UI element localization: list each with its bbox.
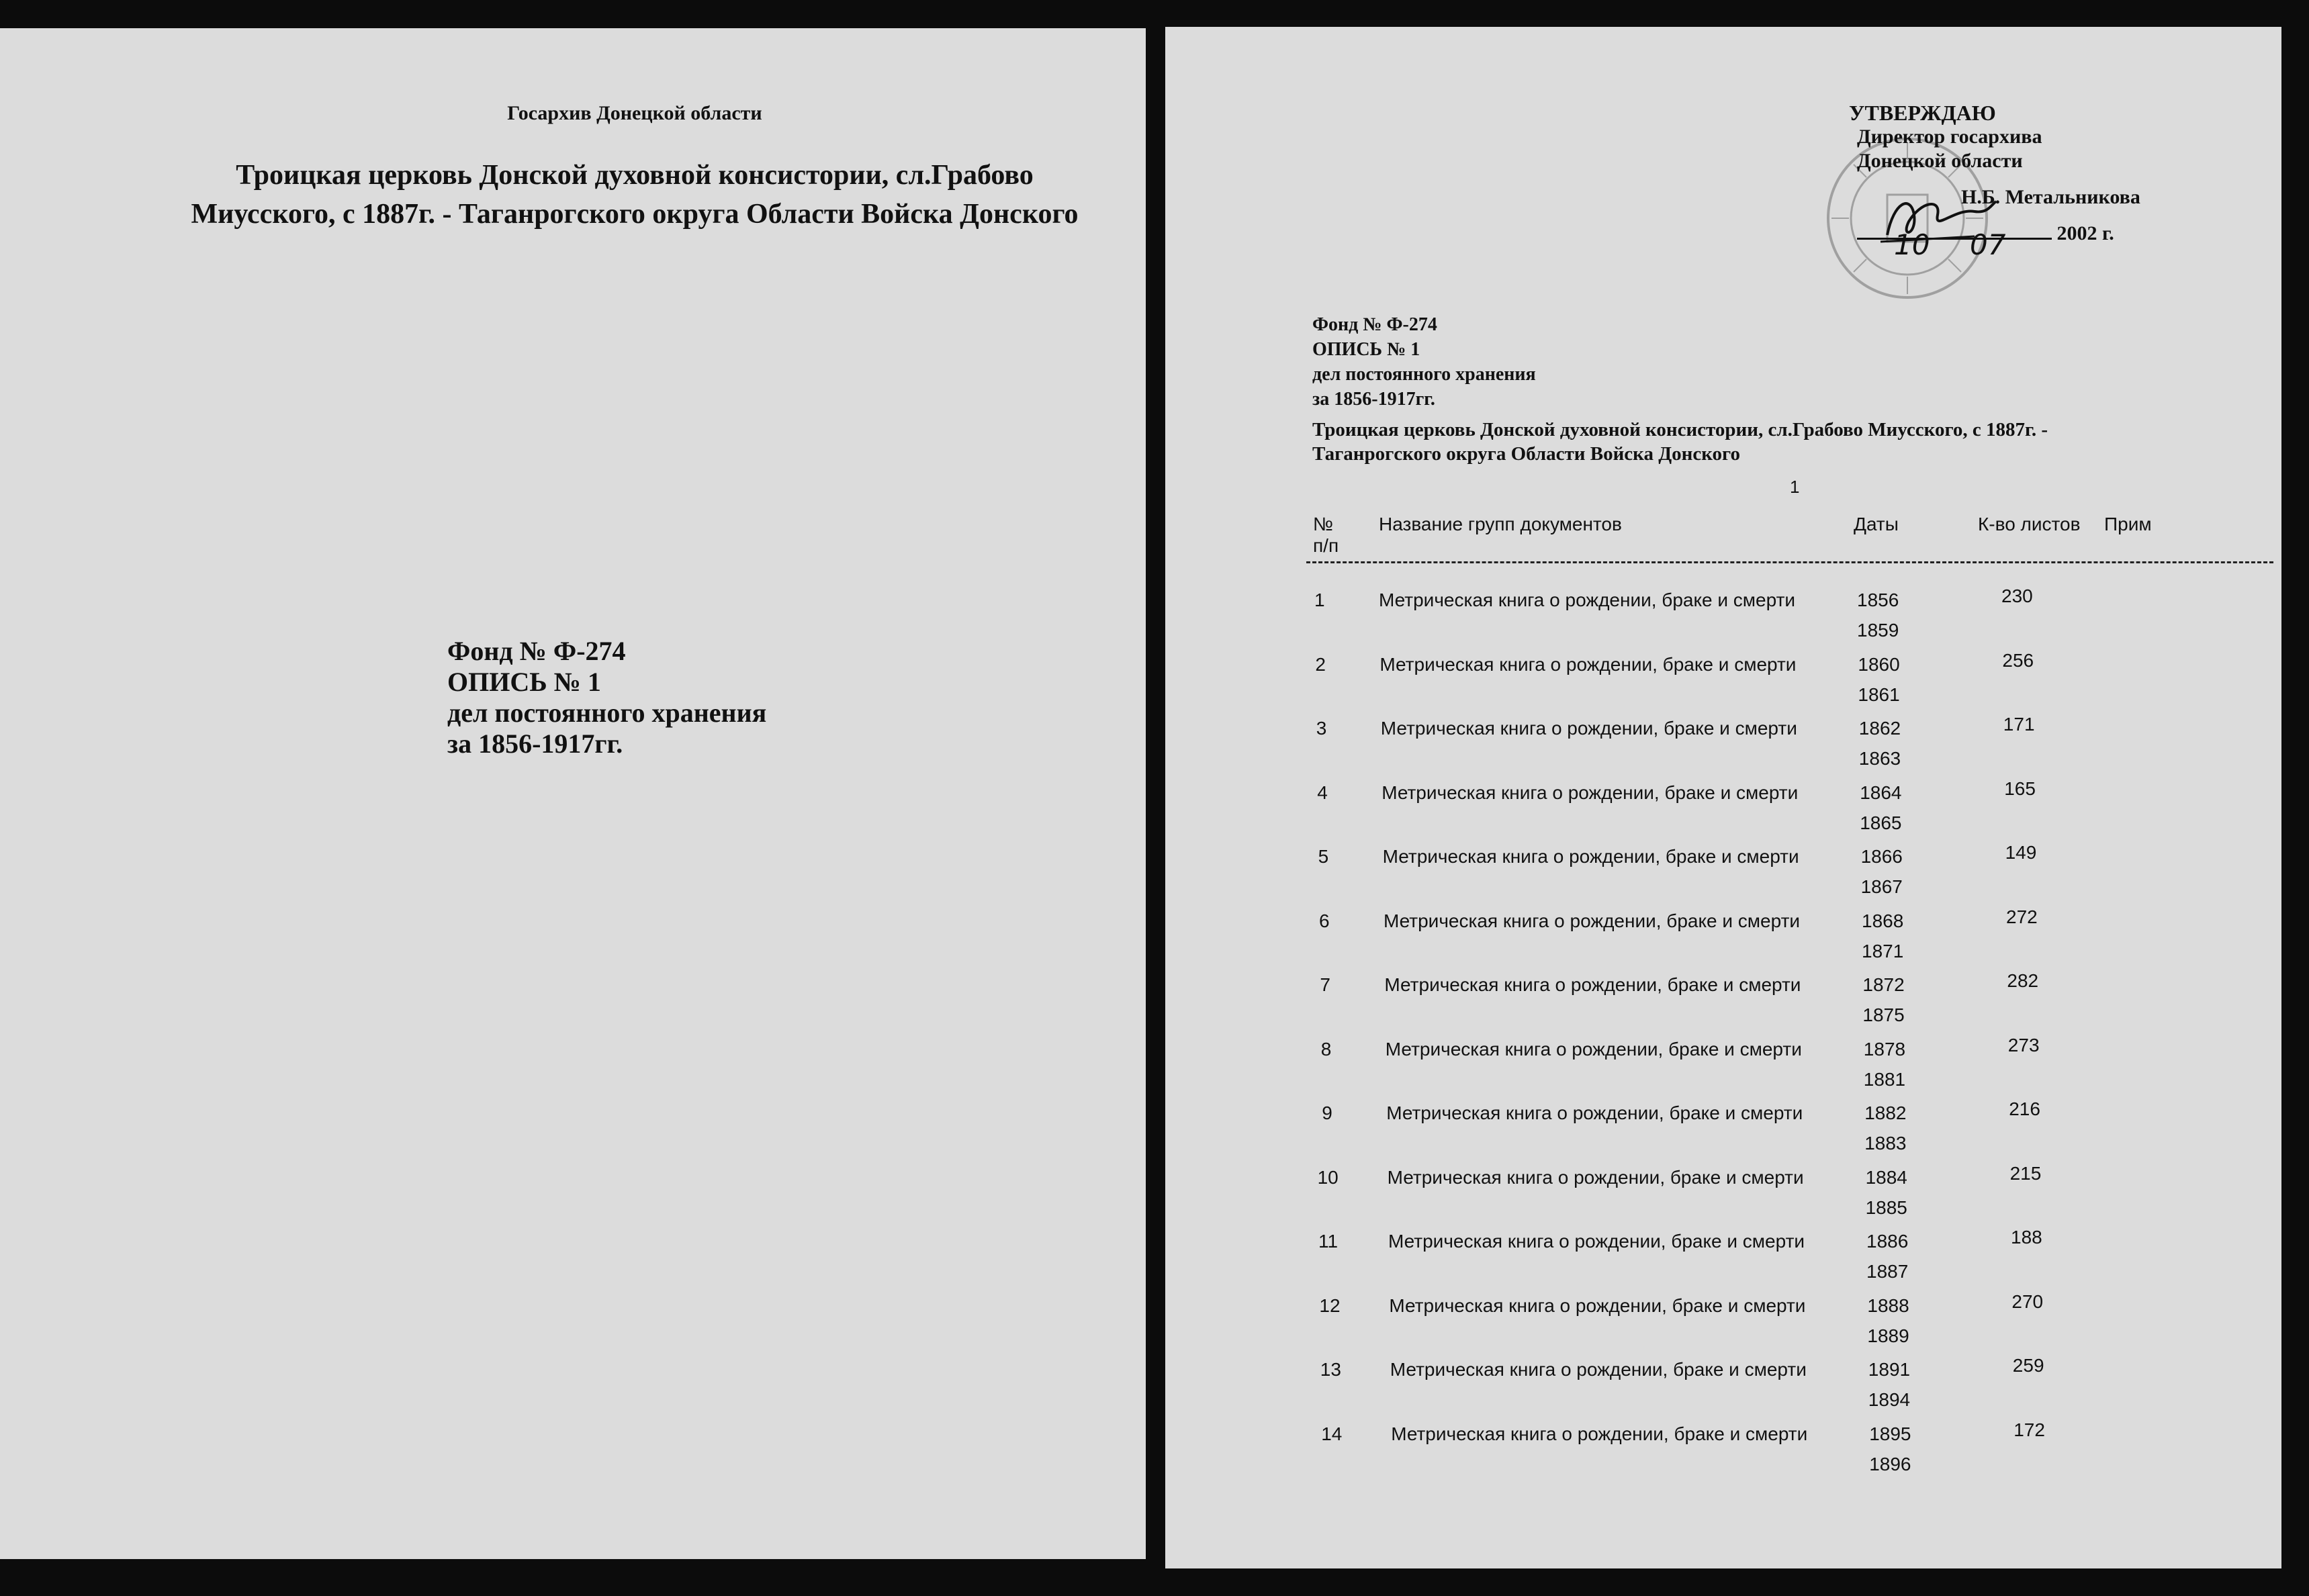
row-date-start: 1895 bbox=[1869, 1423, 1911, 1444]
row-number: 11 bbox=[1318, 1231, 1339, 1252]
title-page bbox=[0, 28, 1146, 1559]
approve-heading: УТВЕРЖДАЮ bbox=[1849, 101, 1996, 125]
archive-name: Госархив Донецкой области bbox=[507, 102, 762, 124]
row-date-start: 1886 bbox=[1866, 1231, 1909, 1252]
row-title: Метрическая книга о рождении, браке и смерти bbox=[1384, 910, 1801, 931]
row-date-end: 1883 bbox=[1864, 1133, 1907, 1154]
table-row bbox=[1165, 906, 2281, 974]
row-date-end: 1881 bbox=[1863, 1068, 1906, 1090]
table-row bbox=[1165, 1034, 2281, 1102]
table-row bbox=[1165, 1419, 2281, 1487]
table-row bbox=[1165, 1355, 2281, 1423]
fund-title-line2: Таганрогского округа Области Войска Донского bbox=[1312, 443, 1740, 465]
row-sheet-count: 259 bbox=[2012, 1355, 2044, 1376]
col-header-name: Название групп документов bbox=[1379, 514, 1622, 534]
row-number: 14 bbox=[1321, 1423, 1343, 1444]
fond-number: Фонд № Ф-274 bbox=[1312, 314, 1437, 335]
row-title: Метрическая книга о рождении, браке и смерти bbox=[1389, 1295, 1806, 1316]
col-header-dates: Даты bbox=[1854, 514, 1899, 534]
row-date-end: 1889 bbox=[1867, 1325, 1909, 1346]
fund-title bbox=[0, 156, 1146, 234]
row-title: Метрическая книга о рождении, браке и смерти bbox=[1380, 718, 1797, 739]
row-date-start: 1888 bbox=[1867, 1295, 1909, 1316]
row-sheet-count: 149 bbox=[2005, 842, 2037, 863]
col-header-note: Прим bbox=[2104, 514, 2152, 534]
row-date-end: 1861 bbox=[1858, 684, 1900, 705]
storage-type: дел постоянного хранения bbox=[1312, 364, 1536, 385]
approver-name: Н.Б. Метальникова bbox=[1961, 186, 2140, 208]
date-range: за 1856-1917гг. bbox=[447, 729, 623, 759]
row-date-start: 1872 bbox=[1862, 974, 1905, 995]
inventory-number: ОПИСЬ № 1 bbox=[1312, 339, 1420, 360]
table-row bbox=[1165, 585, 2281, 653]
row-date-start: 1878 bbox=[1863, 1038, 1906, 1060]
date-range: за 1856-1917гг. bbox=[1312, 389, 1435, 410]
row-title: Метрическая книга о рождении, браке и смерти bbox=[1382, 846, 1799, 867]
row-date-end: 1863 bbox=[1858, 748, 1901, 769]
row-date-start: 1864 bbox=[1860, 782, 1902, 803]
row-date-end: 1867 bbox=[1860, 876, 1903, 897]
row-sheet-count: 270 bbox=[2011, 1290, 2044, 1312]
col-header-number bbox=[1313, 514, 1339, 557]
row-date-end: 1896 bbox=[1869, 1453, 1911, 1474]
row-title: Метрическая книга о рождении, браке и смерти bbox=[1387, 1166, 1804, 1188]
table-row bbox=[1165, 778, 2281, 846]
row-sheet-count: 282 bbox=[2007, 970, 2039, 991]
col-header-number-line1: № bbox=[1313, 514, 1334, 534]
row-sheet-count: 256 bbox=[2002, 649, 2034, 671]
approval-year-suffix: г. bbox=[2102, 222, 2114, 244]
row-number: 1 bbox=[1314, 590, 1325, 610]
row-title: Метрическая книга о рождении, браке и смерти bbox=[1386, 1102, 1803, 1123]
row-date-start: 1868 bbox=[1862, 910, 1904, 931]
fund-title bbox=[1312, 418, 2185, 466]
row-title: Метрическая книга о рождении, браке и смерти bbox=[1379, 590, 1796, 610]
storage-type: дел постоянного хранения bbox=[447, 698, 767, 728]
row-number: 7 bbox=[1320, 974, 1330, 995]
approver-position-line1: Директор госархива bbox=[1857, 126, 2042, 148]
row-number: 6 bbox=[1319, 910, 1330, 931]
row-title: Метрическая книга о рождении, браке и смерти bbox=[1379, 653, 1797, 675]
table-row bbox=[1165, 649, 2281, 718]
row-title: Метрическая книга о рождении, браке и смерти bbox=[1390, 1359, 1807, 1380]
row-date-end: 1885 bbox=[1865, 1196, 1907, 1218]
table-row bbox=[1165, 970, 2281, 1038]
row-sheet-count: 188 bbox=[2011, 1227, 2042, 1248]
row-date-end: 1887 bbox=[1866, 1261, 1909, 1282]
row-sheet-count: 272 bbox=[2006, 906, 2038, 927]
table-row bbox=[1165, 714, 2281, 782]
row-sheet-count: 172 bbox=[2013, 1419, 2045, 1440]
row-title: Метрическая книга о рождении, браке и смерти bbox=[1385, 1038, 1802, 1060]
table-row bbox=[1165, 1227, 2281, 1295]
row-date-start: 1862 bbox=[1858, 718, 1901, 739]
header-divider bbox=[1306, 561, 2273, 563]
row-date-start: 1860 bbox=[1858, 653, 1900, 675]
row-title: Метрическая книга о рождении, браке и смерти bbox=[1384, 974, 1801, 995]
col-header-sheet-count: К-во листов bbox=[1978, 514, 2081, 534]
row-number: 12 bbox=[1319, 1295, 1341, 1316]
inventory-number: ОПИСЬ № 1 bbox=[447, 667, 601, 697]
approval-year: 2002 bbox=[2056, 222, 2097, 244]
row-sheet-count: 216 bbox=[2009, 1098, 2040, 1119]
row-number: 8 bbox=[1320, 1038, 1332, 1060]
handwritten-month: 07 bbox=[1970, 228, 2006, 261]
table-row bbox=[1165, 1098, 2281, 1166]
row-date-end: 1859 bbox=[1857, 620, 1899, 641]
row-number: 5 bbox=[1318, 846, 1329, 867]
row-date-start: 1884 bbox=[1865, 1166, 1907, 1188]
row-sheet-count: 273 bbox=[2007, 1034, 2040, 1055]
fond-number: Фонд № Ф-274 bbox=[447, 636, 626, 666]
row-number: 13 bbox=[1320, 1359, 1341, 1380]
row-sheet-count: 171 bbox=[2003, 714, 2035, 735]
row-date-end: 1865 bbox=[1860, 812, 1902, 833]
row-title: Метрическая книга о рождении, браке и смерти bbox=[1391, 1423, 1808, 1444]
handwritten-day: 10 bbox=[1894, 228, 1930, 261]
fund-title-line1: Троицкая церковь Донской духовной консистории, сл.Грабово bbox=[236, 160, 1034, 191]
row-sheet-count: 230 bbox=[2001, 585, 2033, 606]
row-date-end: 1894 bbox=[1868, 1389, 1911, 1410]
inventory-page bbox=[1165, 27, 2281, 1568]
fund-title-line1: Троицкая церковь Донской духовной консистории, сл.Грабово Миусского, с 1887г. - bbox=[1312, 419, 2048, 440]
fond-block bbox=[447, 636, 766, 759]
row-date-start: 1882 bbox=[1864, 1102, 1907, 1123]
fond-block bbox=[1312, 312, 1536, 412]
row-date-end: 1871 bbox=[1862, 940, 1904, 961]
row-title: Метрическая книга о рождении, браке и смерти bbox=[1388, 1231, 1805, 1252]
row-date-start: 1891 bbox=[1868, 1359, 1911, 1380]
fund-title-line2: Миусского, с 1887г. - Таганрогского округа Области Войска Донского bbox=[191, 199, 1079, 230]
table-row bbox=[1165, 842, 2281, 910]
row-number: 2 bbox=[1315, 653, 1326, 675]
row-number: 4 bbox=[1317, 782, 1328, 803]
approver-position-line2: Донецкой области bbox=[1857, 150, 2023, 172]
row-date-start: 1856 bbox=[1857, 590, 1899, 610]
row-number: 10 bbox=[1317, 1166, 1339, 1188]
row-sheet-count: 165 bbox=[2004, 778, 2036, 799]
row-sheet-count: 215 bbox=[2009, 1162, 2042, 1184]
row-number: 3 bbox=[1316, 718, 1327, 739]
row-title: Метрическая книга о рождении, браке и смерти bbox=[1382, 782, 1799, 803]
page-number: 1 bbox=[1790, 477, 1800, 497]
row-date-end: 1875 bbox=[1862, 1004, 1905, 1025]
table-row bbox=[1165, 1290, 2281, 1359]
table-row bbox=[1165, 1162, 2281, 1231]
row-number: 9 bbox=[1322, 1102, 1332, 1123]
row-date-start: 1866 bbox=[1860, 846, 1903, 867]
col-header-number-line2: п/п bbox=[1313, 535, 1339, 556]
